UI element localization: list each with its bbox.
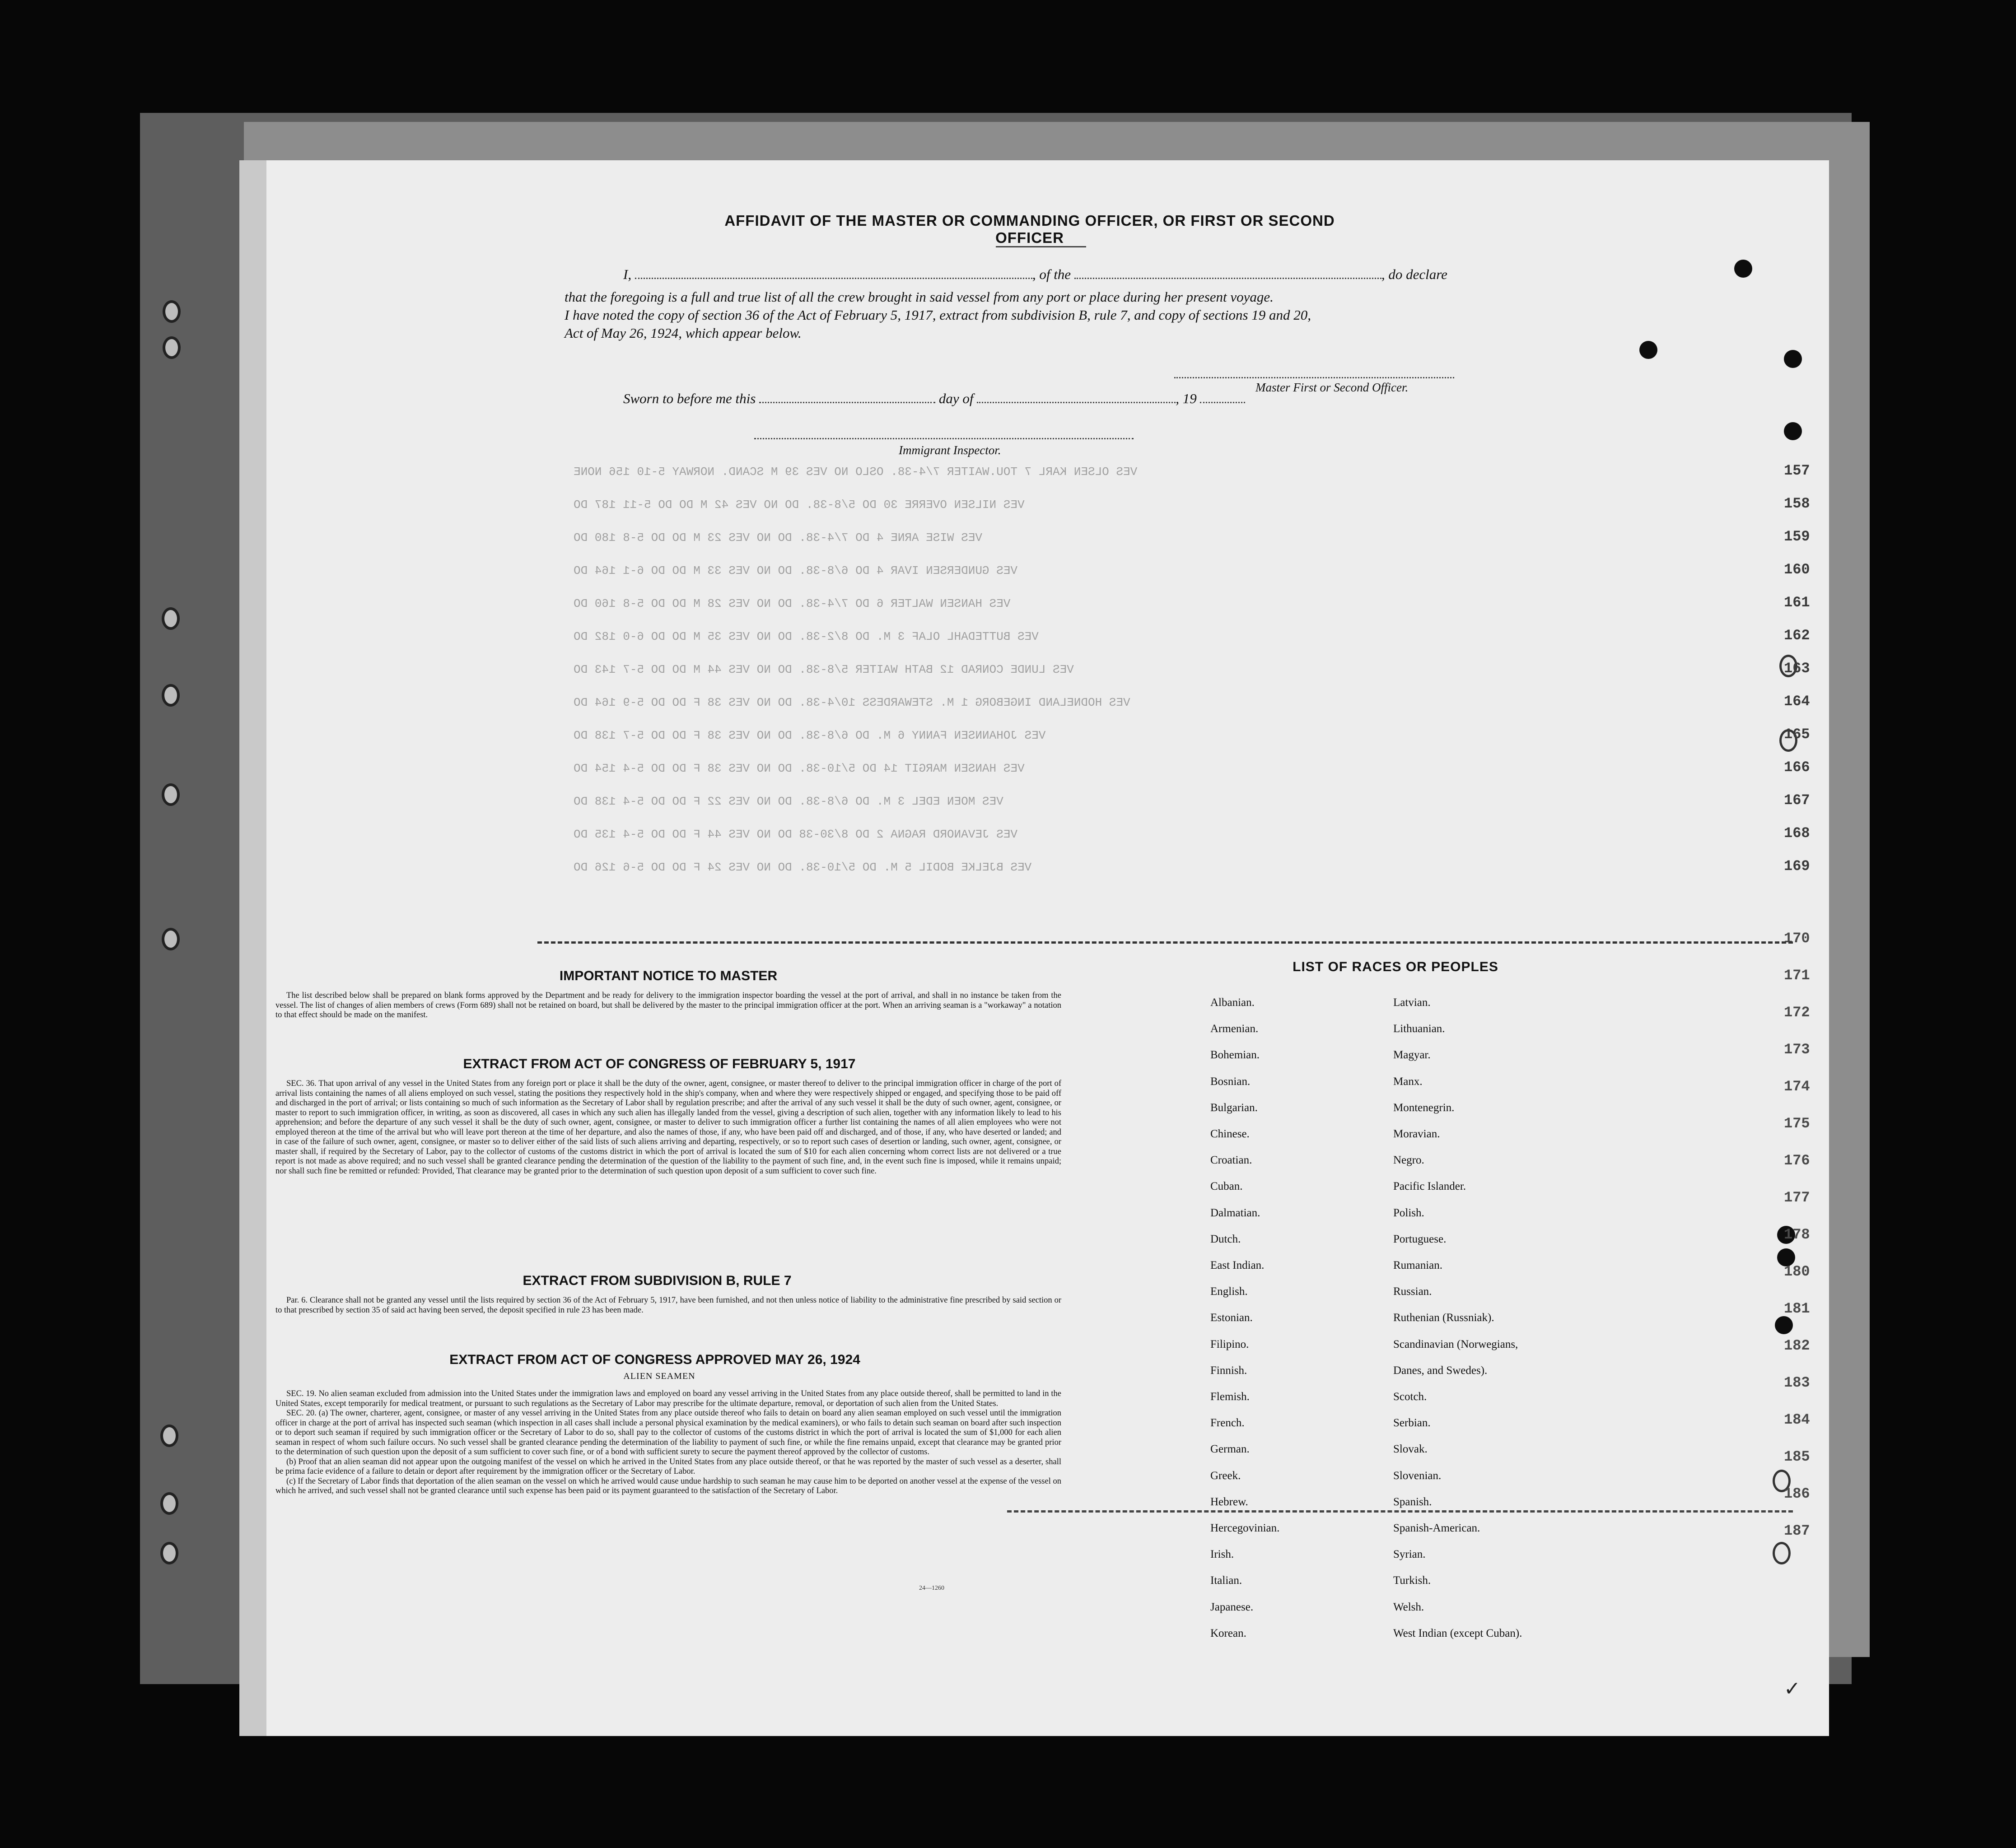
section-20a-paragraph: SEC. 20. (a) The owner, charterer, agent, consignee, or master of any vessel arriving in the United States from any place outside thereof who fails to detain on board any alien seaman employed on such vessel until the immigration officer in charge at the port of arrival has inspected such seaman (which inspection in all cases shall include a personal physical examination by the medical examiners), or who fails to detain such seaman on board after such inspection or to deport such seaman if required by such immigration officer or the Secretary of Labor to do so, shall pay to the collector of customs of the customs district in which the port of arrival is located the sum of $1,000 for each alien seaman in respect of whom such failure occurs. No such vessel shall be granted clearance pending the determination of the liability to payment of such fine, or while the fine remains unpaid, except that clearance may be granted prior to the determination of such question upon the deposit of a sum sufficient to cover such fine, or of a bond with sufficient surety to secure the payment thereof approved by the collector of customs. [275, 1409, 1061, 1457]
affidavit-title: AFFIDAVIT OF THE MASTER OR COMMANDING OFFICER, OR FIRST OR SECOND OFFICER [724, 212, 1335, 246]
race-entry: Pacific Islander. [1393, 1180, 1466, 1193]
binder-hole [162, 783, 180, 806]
notice-paragraph: The list described below shall be prepared on blank forms approved by the Department and be ready for delivery to the immigration inspector boarding the vessel at the port of arrival, and shall in no instance be taken from the vessel. The list of changes of alien members of crews (Form 689) shall not be retained on board, but shall be delivered by the master to the principal immigration officer at the port. When an arriving seaman is a "workaway" a notation to that effect should be made on the manifest. [275, 991, 1061, 1019]
month-blank [977, 402, 1176, 403]
race-entry: English. [1210, 1285, 1248, 1298]
name-blank [635, 278, 1032, 279]
race-entry: Greek. [1210, 1469, 1241, 1482]
crew-row-number: 171 [1784, 967, 1810, 984]
extract-1917-title: EXTRACT FROM ACT OF CONGRESS OF FEBRUARY 5, 1917 [463, 1057, 856, 1071]
crew-row-number: 173 [1784, 1041, 1810, 1058]
document-page [239, 160, 1829, 1736]
section-19-paragraph: SEC. 19. No alien seaman excluded from admission into the United States under the immigration laws and employed on board any vessel arriving in the United States from any place outside thereof, shall be permitted to land in the United States, except temporarily for medical treatment, or pursuant to such regulations as the Secretary of Labor may prescribe for the ultimate departure, removal, or deportation of such alien from the United States. [275, 1389, 1061, 1408]
crew-row-number: 184 [1784, 1411, 1810, 1428]
crew-row-text: VES BJELKE BODIL 5 M. DO 5/10-38. DO NO VES 24 F DO DO 5-6 126 DO [574, 861, 1032, 874]
punch-hole [1639, 341, 1657, 359]
race-entry: Cuban. [1210, 1180, 1243, 1193]
section-36-paragraph: SEC. 36. That upon arrival of any vessel in the United States from any foreign port or place it shall be the duty of the owner, agent, consignee, or master thereof to deliver to the principal immigration officer in charge of the port of arrival lists containing the names of all aliens employed on such vessel, stating the positions they respectively hold in the ship's company, when and where they were respectively shipped or engaged, and specifying those to be paid off and discharged in the port of arrival; or lists containing so much of such information as the Secretary of Labor shall by regulation prescribe; and after the arrival of any such vessel it shall be the duty of such owner, agent, consignee, or master to report to such immigration officer, in writing, as soon as discovered, all cases in which any such alien has illegally landed from the vessel, giving a description of such alien, together with any information likely to lead to his apprehension; and before the departure of any such vessel it shall be the duty of such owner, agent, consignee, or master to deliver to such immigration officer a further list containing the names of all alien employees who were not employed thereon at the time of the arrival but who will leave port thereon at the time of her departure, and also the names of those, if any, who have been paid off and discharged, and of those, if any, who have deserted or landed; and in case of the failure of such owner, agent, consignee, or master so to deliver either of the said lists of such aliens arriving and departing, respectively, or so to report such cases of desertion or landing, such owner, agent, consignee, or master shall, if required by the Secretary of Labor, pay to the collector of customs of the customs district in which the port of arrival is located the sum of $10 for each alien concerning whom correct lists are not delivered or a true report is not made as above required; and no such vessel shall be granted clearance pending the determination of the question of the liability to the payment of such fine, and, in the event such fine is imposed, while it remains unpaid; nor shall such fine be remitted or refunded: Provided, That clearance may be granted prior to the determination of such question upon deposit of a sum sufficient to cover such fine. [275, 1079, 1061, 1176]
crew-row-number: 180 [1784, 1263, 1810, 1280]
notice-title: IMPORTANT NOTICE TO MASTER [559, 968, 778, 983]
race-entry: Hebrew. [1210, 1495, 1248, 1508]
vessel-blank [1074, 278, 1381, 279]
crew-row-text: VES LUNDE CONRAD 12 BATH WAITER 5/8-38. DO NO VES 44 M DO DO 5-7 143 DO [574, 663, 1074, 676]
race-entry: Irish. [1210, 1548, 1234, 1561]
punch-hole [1784, 350, 1802, 368]
inspector-label: Immigrant Inspector. [899, 443, 1001, 457]
race-entry: Negro. [1393, 1154, 1424, 1167]
race-entry: Filipino. [1210, 1338, 1249, 1350]
crew-row-number: 172 [1784, 1004, 1810, 1021]
day-blank [759, 402, 935, 403]
crew-row-number: 166 [1784, 759, 1810, 776]
crew-row-number: 174 [1784, 1078, 1810, 1095]
race-entry: Scandinavian (Norwegians, [1393, 1338, 1518, 1350]
crew-row-number: 158 [1784, 495, 1810, 512]
notice-body [275, 991, 1061, 1020]
crew-row-number: 160 [1784, 561, 1810, 578]
crew-row-number: 164 [1784, 693, 1810, 710]
binder-hole [162, 607, 180, 630]
race-entry: Magyar. [1393, 1049, 1431, 1061]
inspector-line [754, 438, 1134, 439]
race-entry: Turkish. [1393, 1574, 1431, 1587]
race-entry: Flemish. [1210, 1391, 1250, 1403]
crew-row-number: 187 [1784, 1522, 1810, 1539]
race-entry: Dalmatian. [1210, 1206, 1260, 1219]
race-entry: Scotch. [1393, 1391, 1427, 1403]
punch-hole [1775, 1316, 1793, 1334]
race-entry: Estonian. [1210, 1312, 1253, 1324]
year-blank [1200, 402, 1245, 403]
binder-hole [160, 1542, 178, 1564]
race-entry: Bohemian. [1210, 1049, 1260, 1061]
binder-hole [163, 336, 181, 359]
day-of-label: day of [938, 391, 974, 406]
crew-row-number: 162 [1784, 627, 1810, 644]
crew-row-number: 165 [1784, 726, 1810, 743]
year-label: , 19 [1176, 391, 1197, 406]
race-entry: Japanese. [1210, 1601, 1254, 1613]
race-entry: Portuguese. [1393, 1233, 1447, 1245]
race-entry: Lithuanian. [1393, 1023, 1445, 1035]
do-declare-label: , do declare [1381, 266, 1447, 282]
extract-1917-body [275, 1079, 1061, 1176]
race-entry: Hercegovinian. [1210, 1522, 1280, 1534]
race-entry: Albanian. [1210, 996, 1255, 1009]
crew-row-number: 157 [1784, 462, 1810, 479]
affidavit-line-1 [623, 266, 1743, 283]
alien-seamen-subtitle: ALIEN SEAMEN [623, 1371, 695, 1381]
extract-1924-body [275, 1389, 1061, 1496]
affidavit-line-2: that the foregoing is a full and true list of all the crew brought in said vessel from any port or place during her present voyage. [565, 289, 1274, 305]
crew-row-text: VES HANSEN MARGIT 14 DO 5/10-38. DO NO VES 38 F DO DO 5-4 154 DO [574, 762, 1025, 775]
extract-1924-title: EXTRACT FROM ACT OF CONGRESS APPROVED MAY 26, 1924 [449, 1352, 860, 1367]
crew-row-text: VES WISE ARNE 4 DO 7/4-38. DO NO VES 23 M DO DO 5-8 180 DO [574, 531, 982, 545]
i-label: I, [623, 266, 632, 282]
race-entry: Spanish. [1393, 1495, 1432, 1508]
signature-line [1174, 377, 1454, 380]
crew-row-number: 167 [1784, 792, 1810, 809]
race-entry: Finnish. [1210, 1364, 1247, 1377]
race-entry: Slovak. [1393, 1443, 1428, 1456]
crew-row-number: 159 [1784, 528, 1810, 545]
rule7-paragraph: Par. 6. Clearance shall not be granted any vessel until the lists required by section 36 of the Act of February 5, 1917, have been furnished, and not then unless notice of liability to the administrative fine prescribed by said section or to that prescribed by section 35 of said act having been served, the deposit specified in rule 23 has been made. [275, 1296, 1061, 1315]
crew-row-text: VES JEVANORD RAGNA 2 DO 8/30-38 DO NO VES 44 F DO DO 5-4 135 DO [574, 828, 1017, 841]
sworn-label: Sworn to before me this [623, 391, 756, 406]
crew-row-text: VES HODNELAND INGEBORG 1 M. STEWARDESS 10/4-38. DO NO VES 38 F DO DO 5-9 164 DO [574, 696, 1130, 709]
signature-label: Master First or Second Officer. [1255, 381, 1409, 394]
race-entry: Rumanian. [1393, 1259, 1443, 1271]
punch-hole [1784, 422, 1802, 440]
race-entry: German. [1210, 1443, 1250, 1456]
race-entry: Manx. [1393, 1075, 1423, 1088]
race-entry: Chinese. [1210, 1128, 1250, 1140]
race-entry: Polish. [1393, 1206, 1424, 1219]
race-entry: French. [1210, 1417, 1245, 1429]
crew-row-number: 176 [1784, 1152, 1810, 1169]
affidavit-line-4: Act of May 26, 1924, which appear below. [565, 325, 802, 341]
crew-row-number: 185 [1784, 1448, 1810, 1465]
race-entry: Serbian. [1393, 1417, 1431, 1429]
left-margin-strip [239, 160, 266, 1736]
race-entry: Moravian. [1393, 1128, 1440, 1140]
race-entry: Bosnian. [1210, 1075, 1251, 1088]
check-mark: ✓ [1784, 1678, 1801, 1700]
race-entry: Russian. [1393, 1285, 1432, 1298]
of-the-label: , of the [1032, 266, 1071, 282]
crew-row-number: 177 [1784, 1189, 1810, 1206]
extract-rule7-body [275, 1296, 1061, 1315]
crew-row-number: 178 [1784, 1226, 1810, 1243]
race-entry: East Indian. [1210, 1259, 1265, 1271]
crew-row-number: 182 [1784, 1337, 1810, 1354]
crew-row-text: VES HANSEN WALTER 6 DO 7/4-38. DO NO VES 28 M DO DO 5-8 160 DO [574, 597, 1011, 610]
races-title: LIST OF RACES OR PEOPLES [1293, 959, 1498, 974]
crew-row-text: VES OLSEN KARL 7 TOU.WAITER 7/4-38. OSLO NO VES 39 M SCAND. NORWAY 5-10 156 NONE [574, 465, 1138, 479]
separator-dashed-line [537, 941, 1793, 944]
binder-hole [160, 1492, 178, 1515]
form-number: 24—1260 [919, 1585, 944, 1592]
crew-row-number: 175 [1784, 1115, 1810, 1132]
affidavit-line-3: I have noted the copy of section 36 of the Act of February 5, 1917, extract from subdivision B, rule 7, and copy of sections 19 and 20, [565, 307, 1311, 323]
race-entry: Korean. [1210, 1627, 1246, 1639]
crew-row-text: VES NILSEN OVERRE 30 DO 5/8-38. DO NO VES 42 M DO DO 5-11 187 DO [574, 498, 1025, 512]
race-entry: Italian. [1210, 1574, 1242, 1587]
binder-hole [162, 684, 180, 707]
crew-row-number: 163 [1784, 660, 1810, 677]
crew-row-text: VES BUTTEDAHL OLAF 3 M. DO 8/2-38. DO NO VES 35 M DO DO 6-0 182 DO [574, 630, 1039, 643]
race-entry: Welsh. [1393, 1601, 1424, 1613]
race-entry: Croatian. [1210, 1154, 1252, 1167]
race-entry: Latvian. [1393, 996, 1431, 1009]
title-underline [996, 246, 1086, 247]
crew-row-number: 181 [1784, 1300, 1810, 1317]
crew-row-number: 186 [1784, 1485, 1810, 1502]
crew-row-number: 170 [1784, 930, 1810, 947]
crew-row-number: 161 [1784, 594, 1810, 611]
binder-hole [163, 300, 181, 323]
race-entry: Spanish-American. [1393, 1522, 1480, 1534]
race-entry: Dutch. [1210, 1233, 1241, 1245]
race-entry: Armenian. [1210, 1023, 1259, 1035]
binder-hole [160, 1424, 178, 1447]
race-entry: Montenegrin. [1393, 1101, 1455, 1114]
extract-rule7-title: EXTRACT FROM SUBDIVISION B, RULE 7 [523, 1273, 792, 1288]
race-entry: Ruthenian (Russniak). [1393, 1312, 1494, 1324]
section-20b-paragraph: (b) Proof that an alien seaman did not appear upon the outgoing manifest of the vessel on which he arrived in the United States from any place outside thereof, or that he was reported by the master of such vessel as a deserter, shall be prima facie evidence of a failure to detain or deport after requirement by the immigration officer or the Secretary of Labor. [275, 1457, 1061, 1476]
race-entry: Syrian. [1393, 1548, 1426, 1561]
crew-row-number: 183 [1784, 1374, 1810, 1391]
race-entry: Danes, and Swedes). [1393, 1364, 1488, 1377]
section-20c-paragraph: (c) If the Secretary of Labor finds that deportation of the alien seaman on the vessel on which he arrived would cause undue hardship to such seaman he may cause him to be deported on another vessel at the expense of the vessel on which he arrived, and such vessel shall not be granted clearance until such expense has been paid or its payment guaranteed to the satisfaction of the Secretary of Labor. [275, 1476, 1061, 1495]
crew-row-text: VES JOHANNSEN FANNY 6 M. DO 6/8-38. DO NO VES 38 F DO DO 5-7 138 DO [574, 729, 1046, 742]
race-entry: Slovenian. [1393, 1469, 1442, 1482]
crew-row-text: VES GUNDERSEN IVAR 4 DO 6/8-38. DO NO VES 33 M DO DO 6-1 164 DO [574, 564, 1017, 577]
binder-hole [162, 928, 180, 950]
crew-row-text: VES MOEN EDEL 3 M. DO 6/8-38. DO NO VES 22 F DO DO 5-4 138 DO [574, 795, 1003, 808]
separator-dashed-line-2 [1007, 1510, 1793, 1513]
sworn-line [623, 391, 1481, 407]
crew-row-number: 169 [1784, 858, 1810, 875]
race-entry: West Indian (except Cuban). [1393, 1627, 1522, 1639]
race-entry: Bulgarian. [1210, 1101, 1258, 1114]
ring-hole [1773, 1542, 1791, 1564]
crew-row-number: 168 [1784, 825, 1810, 842]
